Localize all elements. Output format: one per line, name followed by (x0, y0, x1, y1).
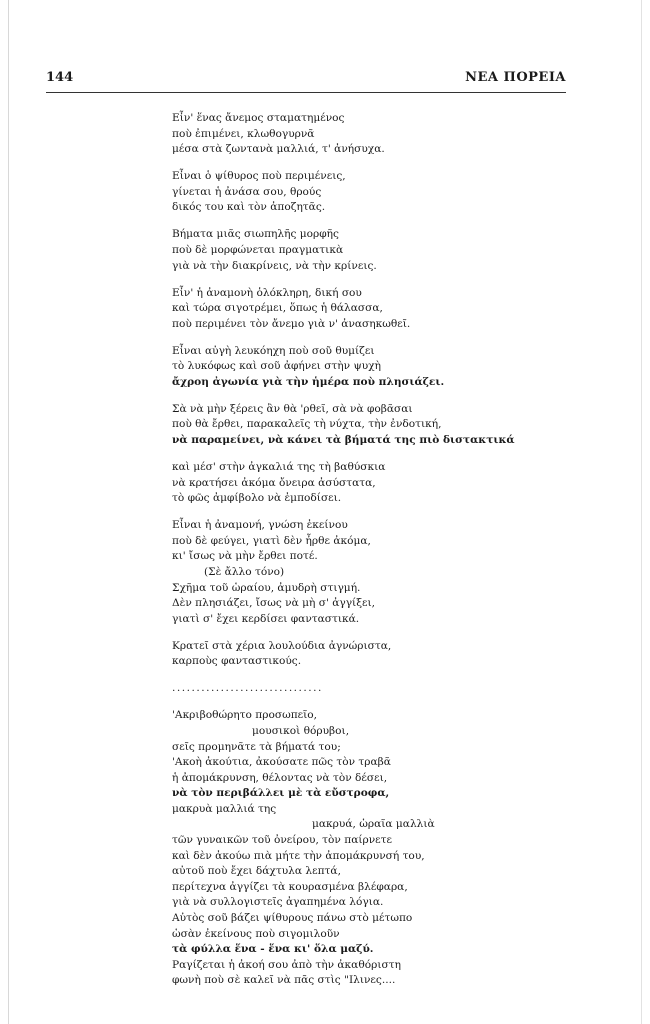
poem-body (172, 111, 572, 1000)
poem-line: Δὲν πλησιάζει, ἴσως νὰ μὴ σ' ἀγγίξει, (172, 597, 376, 610)
ellipsis-break (172, 681, 572, 697)
poem-line: ποὺ περιμένει τὸν ἄνεμο γιὰ ν' ἀνασηκωθεῖ. (172, 317, 411, 330)
stanza-3 (172, 227, 572, 274)
poem-line: αὐτοῦ ποὺ ἔχει δάχτυλα λεπτά, (172, 865, 341, 878)
poem-line: κι' ἴσως νὰ μὴν ἔρθει ποτέ. (172, 550, 318, 563)
poem-line: σεῖς προμηνᾶτε τὰ βήματά του; (172, 740, 341, 753)
page-edge-right (641, 0, 642, 1024)
poem-line: Βήματα μιᾶς σιωπηλῆς μορφῆς (172, 228, 339, 241)
poem-line: ποὺ δὲ μορφώνεται πραγματικὰ (172, 243, 344, 256)
poem-line: 'Ακοὴ ἀκούτια, ἀκούσατε πῶς τὸν τραβᾶ (172, 756, 391, 769)
page-number: 144 (46, 70, 74, 85)
poem-line: περίτεχνα ἀγγίζει τὰ κουρασμένα βλέφαρα, (172, 880, 408, 893)
poem-line: Ραγίζεται ἡ ἀκοή σου ἀπὸ τὴν ἀκαθόριστη (172, 958, 401, 971)
page-edge-left (8, 0, 9, 1024)
poem-line: Αὐτὸς σοῦ βάζει ψίθυρους πάνω στὸ μέτωπο (172, 912, 413, 925)
stanza-9 (172, 581, 572, 628)
poem-line: γιὰ νὰ συλλογιστεῖς ἀγαπημένα λόγια. (172, 896, 384, 909)
poem-line: καὶ δὲν ἀκούω πιὰ μήτε τὴν ἀπομάκρυνσή του, (172, 849, 425, 862)
poem-line: Σχῆμα τοῦ ὡραίου, ἀμυδρὴ στιγμή. (172, 581, 361, 594)
poem-line: ποὺ θὰ ἔρθει, παρακαλεῖς τὴ νύχτα, τὴν ἐνδοτική, (172, 418, 442, 431)
stanza-5 (172, 344, 572, 391)
poem-line: Εἶναι ὁ ψίθυρος ποὺ περιμένεις, (172, 170, 346, 183)
stanza-2 (172, 169, 572, 216)
poem-line: μέσα στὰ ζωντανὰ μαλλιά, τ' ἀνήσυχα. (172, 143, 385, 156)
stanza-1 (172, 111, 572, 158)
dotted-separator: ............................... (172, 682, 323, 695)
poem-line: γιὰ νὰ τὴν διακρίνεις, νὰ τὴν κρίνεις. (172, 259, 377, 272)
poem-line: γιατὶ σ' ἔχει κερδίσει φανταστικά. (172, 612, 360, 625)
poem-line: ποὺ δὲ φεύγει, γιατὶ δὲν ἦρθε ἀκόμα, (172, 534, 371, 547)
poem-line: τὸ λυκόφως καὶ σοῦ ἀφήνει στὴν ψυχὴ (172, 360, 381, 373)
stanza-4 (172, 286, 572, 333)
stanza-6 (172, 402, 572, 449)
stanza-8 (172, 518, 572, 580)
poem-line: ποὺ ἐπιμένει, κλωθογυρνᾶ (172, 127, 315, 140)
poem-line: καρποὺς φανταστικούς. (172, 655, 302, 668)
poem-line: φωνὴ ποὺ σὲ καλεῖ νὰ πᾶς στὶς "Ιλινες.... (172, 974, 396, 987)
stanza-11 (172, 708, 572, 989)
poem-line: Εἶν' ἡ ἀναμονὴ ὁλόκληρη, δική σου (172, 286, 362, 299)
header-rule (46, 92, 566, 93)
poem-line: ἄχροη ἀγωνία γιὰ τὴν ἡμέρα ποὺ πλησιάζει. (172, 375, 445, 388)
poem-line: Εἶναι ἡ ἀναμονή, γνώση ἐκείνου (172, 519, 348, 532)
poem-line: Εἶναι αὐγὴ λευκόηχη ποὺ σοῦ θυμίζει (172, 344, 375, 357)
poem-line: δικός του καὶ τὸν ἀποζητᾶς. (172, 201, 326, 214)
poem-line: νὰ κρατήσει ἀκόμα ὄνειρα ἀσύστατα, (172, 476, 376, 489)
poem-line: νὰ παραμείνει, νὰ κάνει τὰ βήματά της πιὸ διστακτικά (172, 434, 515, 447)
poem-line: γίνεται ἡ ἀνάσα σου, θρούς (172, 185, 322, 198)
poem-line: μακρυά, ὡραῖα μαλλιὰ (312, 818, 435, 831)
poem-line: Σὰ νὰ μὴν ξέρεις ἂν θὰ 'ρθεῖ, σὰ νὰ φοβᾶσαι (172, 402, 413, 415)
poem-line: μακρυὰ μαλλιά της (172, 802, 277, 815)
poem-line: καὶ μέσ' στὴν ἀγκαλιά της τὴ βαθύσκια (172, 461, 386, 474)
stanza-10 (172, 639, 572, 670)
poem-line: Εἶν' ἕνας ἄνεμος σταματημένος (172, 112, 345, 124)
poem-line: καὶ τώρα σιγοτρέμει, ὅπως ἡ θάλασσα, (172, 302, 383, 315)
poem-line: 'Ακριβοθώρητο προσωπεῖο, (172, 709, 318, 722)
poem-line: Κρατεῖ στὰ χέρια λουλούδια ἀγνώριστα, (172, 639, 392, 652)
poem-line: τῶν γυναικῶν τοῦ ὀνείρου, τὸν παίρνετε (172, 834, 393, 847)
poem-line: τὸ φῶς ἀμφίβολο νὰ ἐμποδίσει. (172, 492, 342, 505)
poem-line: μουσικοὶ θόρυβοι, (252, 724, 350, 737)
poem-line: νὰ τὸν περιβάλλει μὲ τὰ εὔστροφα, (172, 787, 390, 800)
section-subtitle: (Σὲ ἄλλο τόνο) (204, 565, 285, 578)
stanza-7 (172, 460, 572, 507)
running-title: ΝΕΑ ΠΟΡΕΙΑ (465, 70, 566, 85)
page-header (46, 70, 566, 92)
poem-line: ὡσὰν ἐκείνους ποὺ σιγομιλοῦν (172, 927, 340, 940)
poem-line: τὰ φύλλα ἕνα - ἕνα κι' ὅλα μαζύ. (172, 943, 374, 956)
poem-line: ἡ ἀπομάκρυνση, θέλοντας νὰ τὸν δέσει, (172, 771, 388, 784)
